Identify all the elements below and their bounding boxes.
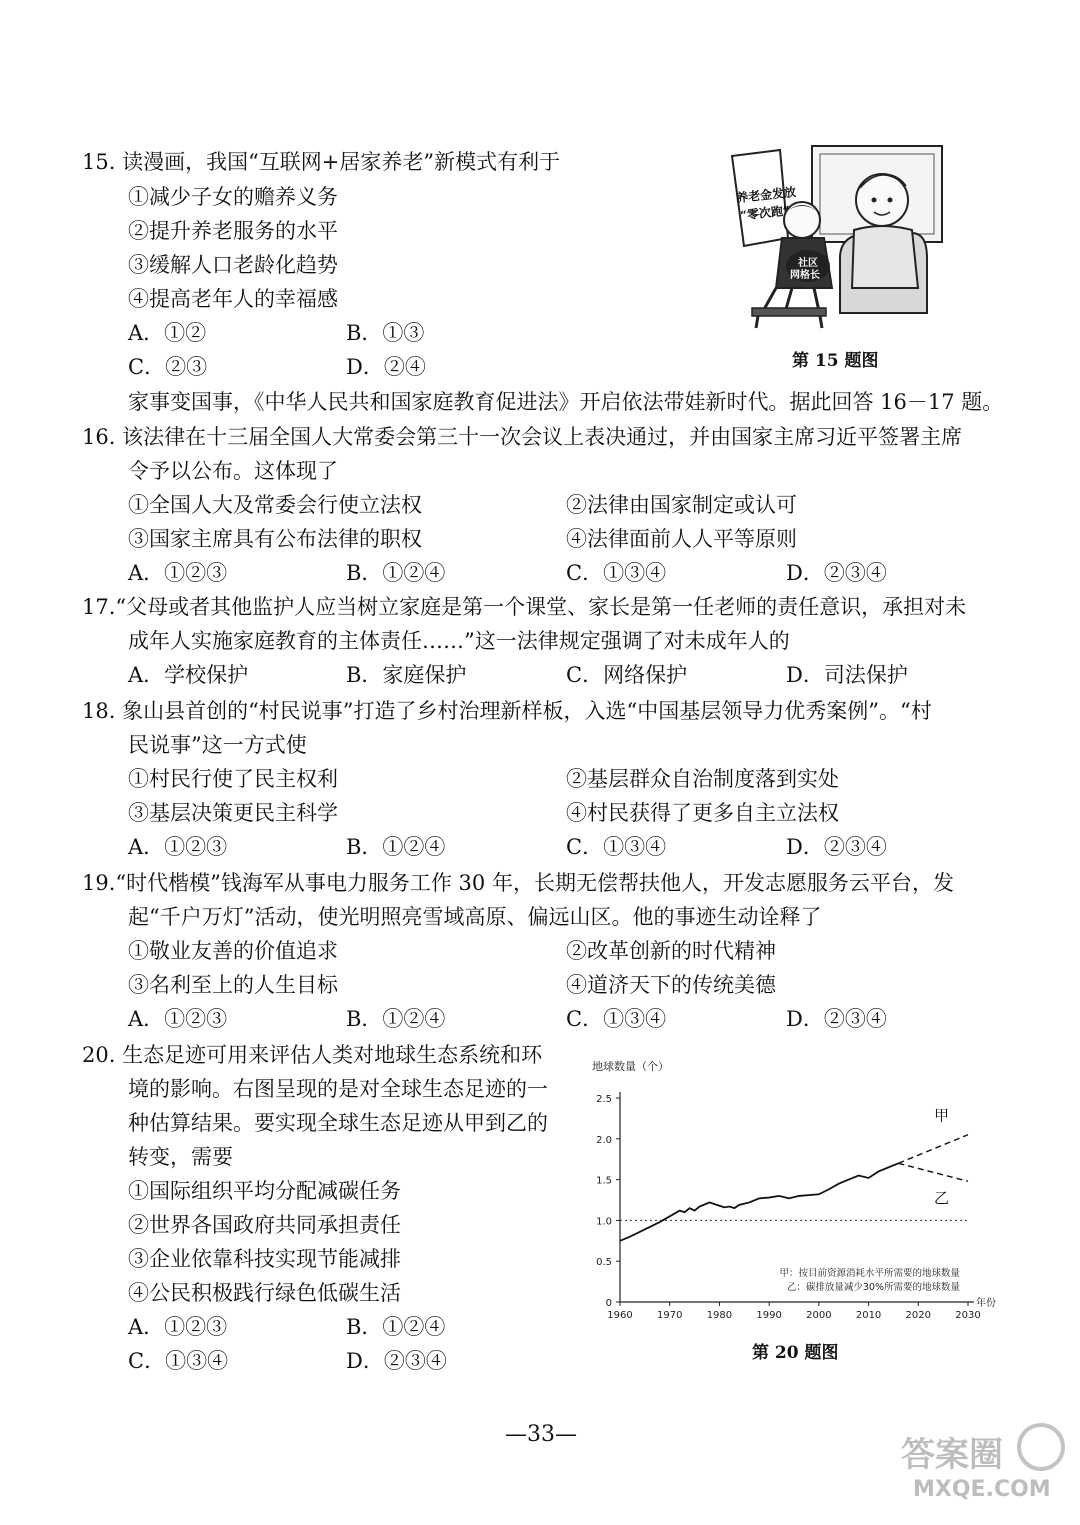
q15-stem: 15. 读漫画，我国“互联网+居家养老”新模式有利于 [82,150,561,174]
q19-stem-line1: 19.“时代楷模”钱海军从事电力服务工作 30 年，长期无偿帮扶他人，开发志愿服务云平台，发 [82,871,954,895]
legend-note: 乙：碳排放量减少30%所需要的地球数量 [786,1282,960,1293]
q20-item-4: ④公民积极践行绿色低碳生活 [128,1281,401,1305]
q16-item-3: ③国家主席具有公布法律的职权 [128,527,422,551]
y-tick-label: 1.5 [596,1175,612,1187]
q18-item-3: ③基层决策更民主科学 [128,801,338,825]
y-axis-label: 地球数量（个） [592,1060,669,1073]
q16-item-4: ④法律面前人人平等原则 [566,527,797,551]
q19-stem-line2: 起“千户万灯”活动，使光明照亮雪域高原、偏远山区。他的事迹生动诠释了 [128,905,822,929]
series-line-yi [898,1163,968,1181]
series-line-jia [898,1135,968,1164]
q16-option-a: A．①②③ [128,561,228,585]
q20-option-a: A．①②③ [128,1315,228,1339]
q20-stem-line1: 20. 生态足迹可用来评估人类对地球生态系统和环 [82,1043,543,1067]
q17-stem-line1: 17.“父母或者其他监护人应当树立家庭是第一个课堂、家长是第一任老师的责任意识，承担对未 [82,595,967,619]
page-number: —33— [505,1422,577,1447]
q17-stem-line2: 成年人实施家庭教育的主体责任……”这一法律规定强调了对未成年人的 [128,629,790,653]
legend-note: 甲：按目前资源消耗水平所需要的地球数量 [779,1268,960,1279]
q20-option-b: B．①②④ [346,1315,446,1339]
y-tick-label: 0 [605,1298,612,1309]
x-tick-label: 1970 [656,1310,683,1321]
watermark-url: MXQE.COM [913,1477,1051,1502]
x-tick-label: 1980 [706,1310,733,1321]
q15-item-4: ④提高老年人的幸福感 [128,287,338,311]
q15-cartoon [722,138,962,330]
q17-option-d: D．司法保护 [786,663,908,687]
q17-option-c: C．网络保护 [566,663,688,687]
q15-option-c: C．②③ [128,355,208,379]
q18-option-a: A．①②③ [128,835,228,859]
watermark-text: 答案圈 [901,1435,1003,1475]
q18-stem-line1: 18. 象山县首创的“村民说事”打造了乡村治理新样板，入选“中国基层领导力优秀案例”。“村 [82,699,932,723]
q20-option-d: D．②③④ [346,1349,447,1373]
q20-item-1: ①国际组织平均分配减碳任务 [128,1179,401,1203]
y-tick-label: 1.0 [596,1216,612,1228]
q18-item-4: ④村民获得了更多自主立法权 [566,801,839,825]
cartoon-sign-line1: 养老金发放 [735,184,797,206]
q16-option-d: D．②③④ [786,561,887,585]
q17-option-a: A．学校保护 [128,663,249,687]
q19-item-2: ②改革创新的时代精神 [566,939,776,963]
q19-option-c: C．①③④ [566,1007,667,1031]
x-tick-label: 2000 [806,1310,832,1321]
q18-item-2: ②基层群众自治制度落到实处 [566,767,839,791]
q18-option-b: B．①②④ [346,835,446,859]
q16-stem-line2: 令予以公布。这体现了 [128,459,338,483]
watermark-logo [891,1415,1066,1515]
q18-item-1: ①村民行使了民主权利 [128,767,338,791]
q20-item-3: ③企业依靠科技实现节能减排 [128,1247,401,1271]
q16-option-c: C．①③④ [566,561,667,585]
series-line-historical [620,1163,898,1241]
q20-stem-line2: 境的影响。右图呈现的是对全球生态足迹的一 [128,1077,548,1101]
ecological-footprint-chart [582,1052,996,1342]
q16-option-b: B．①②④ [346,561,446,585]
q16-item-2: ②法律由国家制定或认可 [566,493,797,517]
q20-option-c: C．①③④ [128,1349,229,1373]
q15-item-2: ②提升养老服务的水平 [128,219,338,243]
q18-stem-line2: 民说事”这一方式使 [128,733,307,757]
q20-stem-line3: 种估算结果。要实现全球生态足迹从甲到乙的 [128,1111,548,1135]
q20-chart [582,1052,996,1342]
x-axis-label: 年份 [976,1298,996,1309]
y-tick-label: 2.0 [596,1134,612,1146]
q18-option-d: D．②③④ [786,835,887,859]
q16-item-1: ①全国人大及常委会行使立法权 [128,493,422,517]
q15-option-b: B．①③ [346,321,425,345]
q17-option-b: B．家庭保护 [346,663,467,687]
q15-item-3: ③缓解人口老龄化趋势 [128,253,338,277]
x-tick-label: 2020 [905,1310,932,1321]
q15-option-a: A．①② [128,321,207,345]
q19-option-b: B．①②④ [346,1007,446,1031]
q18-option-c: C．①③④ [566,835,667,859]
cartoon-illustration [722,138,962,330]
q19-item-3: ③名利至上的人生目标 [128,973,338,997]
intro-16-17: 家事变国事，《中华人民共和国家庭教育促进法》开启依法带娃新时代。据此回答 16－17 题。 [128,390,1004,414]
q19-option-a: A．①②③ [128,1007,228,1031]
y-tick-label: 0.5 [596,1257,612,1269]
x-tick-label: 1960 [607,1310,633,1321]
y-tick-label: 2.5 [596,1094,612,1105]
q20-item-2: ②世界各国政府共同承担责任 [128,1213,401,1237]
series-label: 甲 [934,1106,950,1125]
series-label: 乙 [934,1189,950,1208]
cartoon-badge-line2: 网格长 [790,270,820,281]
x-tick-label: 2010 [855,1310,882,1321]
x-tick-label: 2030 [955,1310,981,1321]
q20-stem-line4: 转变，需要 [128,1145,233,1169]
q16-stem-line1: 16. 该法律在十三届全国人大常委会第三十一次会议上表决通过，并由国家主席习近平签署主席 [82,425,963,449]
x-tick-label: 1990 [756,1310,782,1321]
cartoon-sign-line2: “零次跑” [739,203,791,223]
cartoon-badge-line1: 社区 [798,258,818,269]
q20-figure-caption: 第 20 题图 [752,1343,839,1363]
q15-figure-caption: 第 15 题图 [792,351,879,371]
q19-item-4: ④道济天下的传统美德 [566,973,776,997]
q19-option-d: D．②③④ [786,1007,887,1031]
q19-item-1: ①敬业友善的价值追求 [128,939,338,963]
q15-item-1: ①减少子女的赡养义务 [128,185,338,209]
q15-option-d: D．②④ [346,355,426,379]
